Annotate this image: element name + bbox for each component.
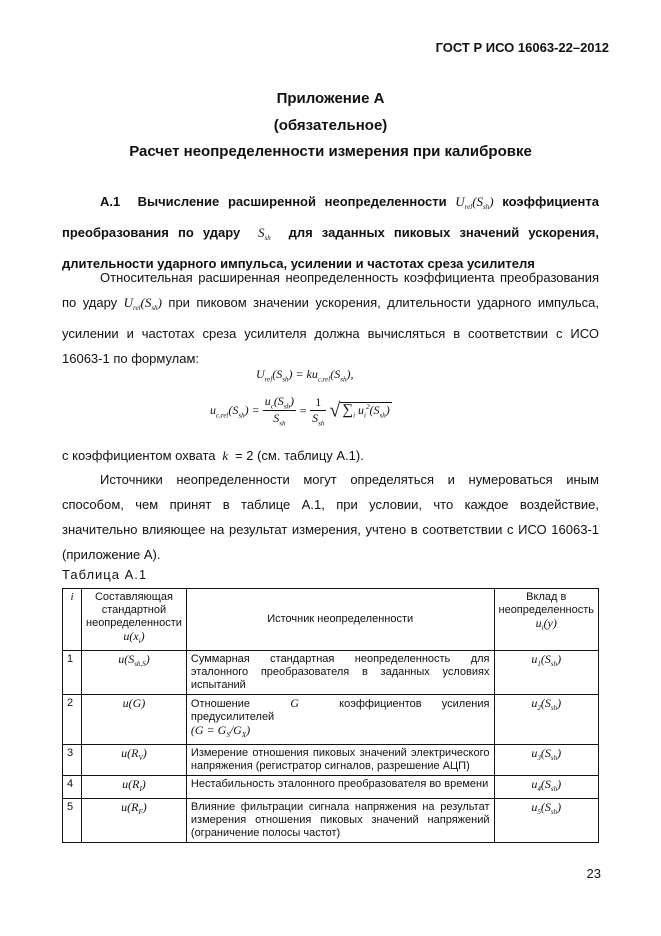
row-source: Суммарная стандартная неопределенность для эталонного преобразователя в заданных условиях испытаний [186,651,494,695]
document-standard-header: ГОСТ Р ИСО 16063-22–2012 [435,40,609,55]
section-number: А.1 [100,194,121,209]
row-source: Нестабильность эталонного преобразователя во времени [186,776,494,799]
formula-urel-inline: $U_{rel}(S_{sh})$ [123,295,162,312]
paragraph-1 [62,265,599,371]
header-source: Источник неопределенности [186,589,494,651]
p2-text-part2: = 2 (см. таблицу А.1). [235,448,364,463]
uncertainty-table [62,588,599,843]
paragraph-3: Источники неопределенности могут определяться и нумероваться иным способом, чем принят в таблице А.1, при условии, что каждое воздействие, значительно влияющее на результат измерения, учтено в соответствии с ИСО 16063-1 (приложение А). [62,472,599,562]
row-source: Измерение отношения пиковых значений электрического напряжения (регистратор сигналов, разрешение АЦП) [186,745,494,776]
table-header-row [63,589,599,651]
annex-title: Приложение А [276,90,385,107]
header-component: Составляющая стандартной неопределенности $u(x_i)$ [82,589,187,651]
formula-expanded-uncertainty: $U_{rel}(S_{sh}) = ku_{c,rel}(S_{sh})$, [256,367,354,384]
formula-urel: $U_{rel}(S_{sh})$ [455,194,494,211]
table-row [63,799,599,843]
paragraph-2 [62,443,599,468]
row-component: $u(R_I)$ [82,776,187,799]
row-index: 5 [63,799,82,843]
page-number: 23 [586,866,601,881]
section-heading [62,189,599,276]
table-row [63,695,599,745]
row-contribution: $u_2(S_{sh})$ [494,695,599,745]
formula-relative-combined-uncertainty: $u_{c,rel}(S_{sh})$ = $\frac{u_c(S_{sh})}{S_{sh}}$ = $\frac{1}{S_{sh}}$ √ $\sum_i$ $u_i^2(S_{sh})$ [210,394,390,428]
row-contribution: $u_3(S_{sh})$ [494,745,599,776]
row-contribution: $u_1(S_{sh})$ [494,651,599,695]
formula-k: k [219,448,232,463]
header-contribution: Вклад в неопределенность $u_i(y)$ [494,589,599,651]
table-row [63,776,599,799]
section-title-part3: для заданных пиковых значений ускорения, длительности ударного импульса, усилении и частотах среза усилителя [62,225,600,271]
p2-text-part1: с коэффициентом охвата [62,448,216,463]
section-title-part2: коэффициента преобразования по удару [62,194,599,240]
row-component: u(G) [82,695,187,745]
p1-text-part1: Относительная расширенная неопределенность коэффициента преобразования по удару [62,270,599,310]
annex-heading: Расчет неопределенности измерения при калибровке [129,143,532,160]
row-source: Отношение G коэффициентов усиления предусилителей $(G = G_S/G_X)$ [186,695,494,745]
row-contribution: $u_5(S_{sh})$ [494,799,599,843]
annex-status: (обязательное) [273,117,388,134]
table-row [63,651,599,695]
row-source: Влияние фильтрации сигнала напряжения на результат измерения отношения пиковых значений напряжений (ограничение полосы частот) [186,799,494,843]
row-index: 1 [63,651,82,695]
row-component: $u(S_{sh,S})$ [82,651,187,695]
row-component: $u(R_F)$ [82,799,187,843]
table-row [63,745,599,776]
row-index: 3 [63,745,82,776]
row-index: 2 [63,695,82,745]
row-contribution: $u_4(S_{sh})$ [494,776,599,799]
p1-text-part2: при пиковом значении ускорения, длительности ударного импульса, усилении и частотах среза усилителя должна вычисляться в соответствии с ИСО 16063-1 по формулам: [62,295,599,366]
table-caption: Таблица А.1 [62,567,148,582]
formula-ssh: $S_{sh}$ [249,225,271,242]
row-component: $u(R_V)$ [82,745,187,776]
section-title-part1: Вычисление расширенной неопределенности [137,194,447,209]
row-index: 4 [63,776,82,799]
header-index: i [63,589,82,651]
